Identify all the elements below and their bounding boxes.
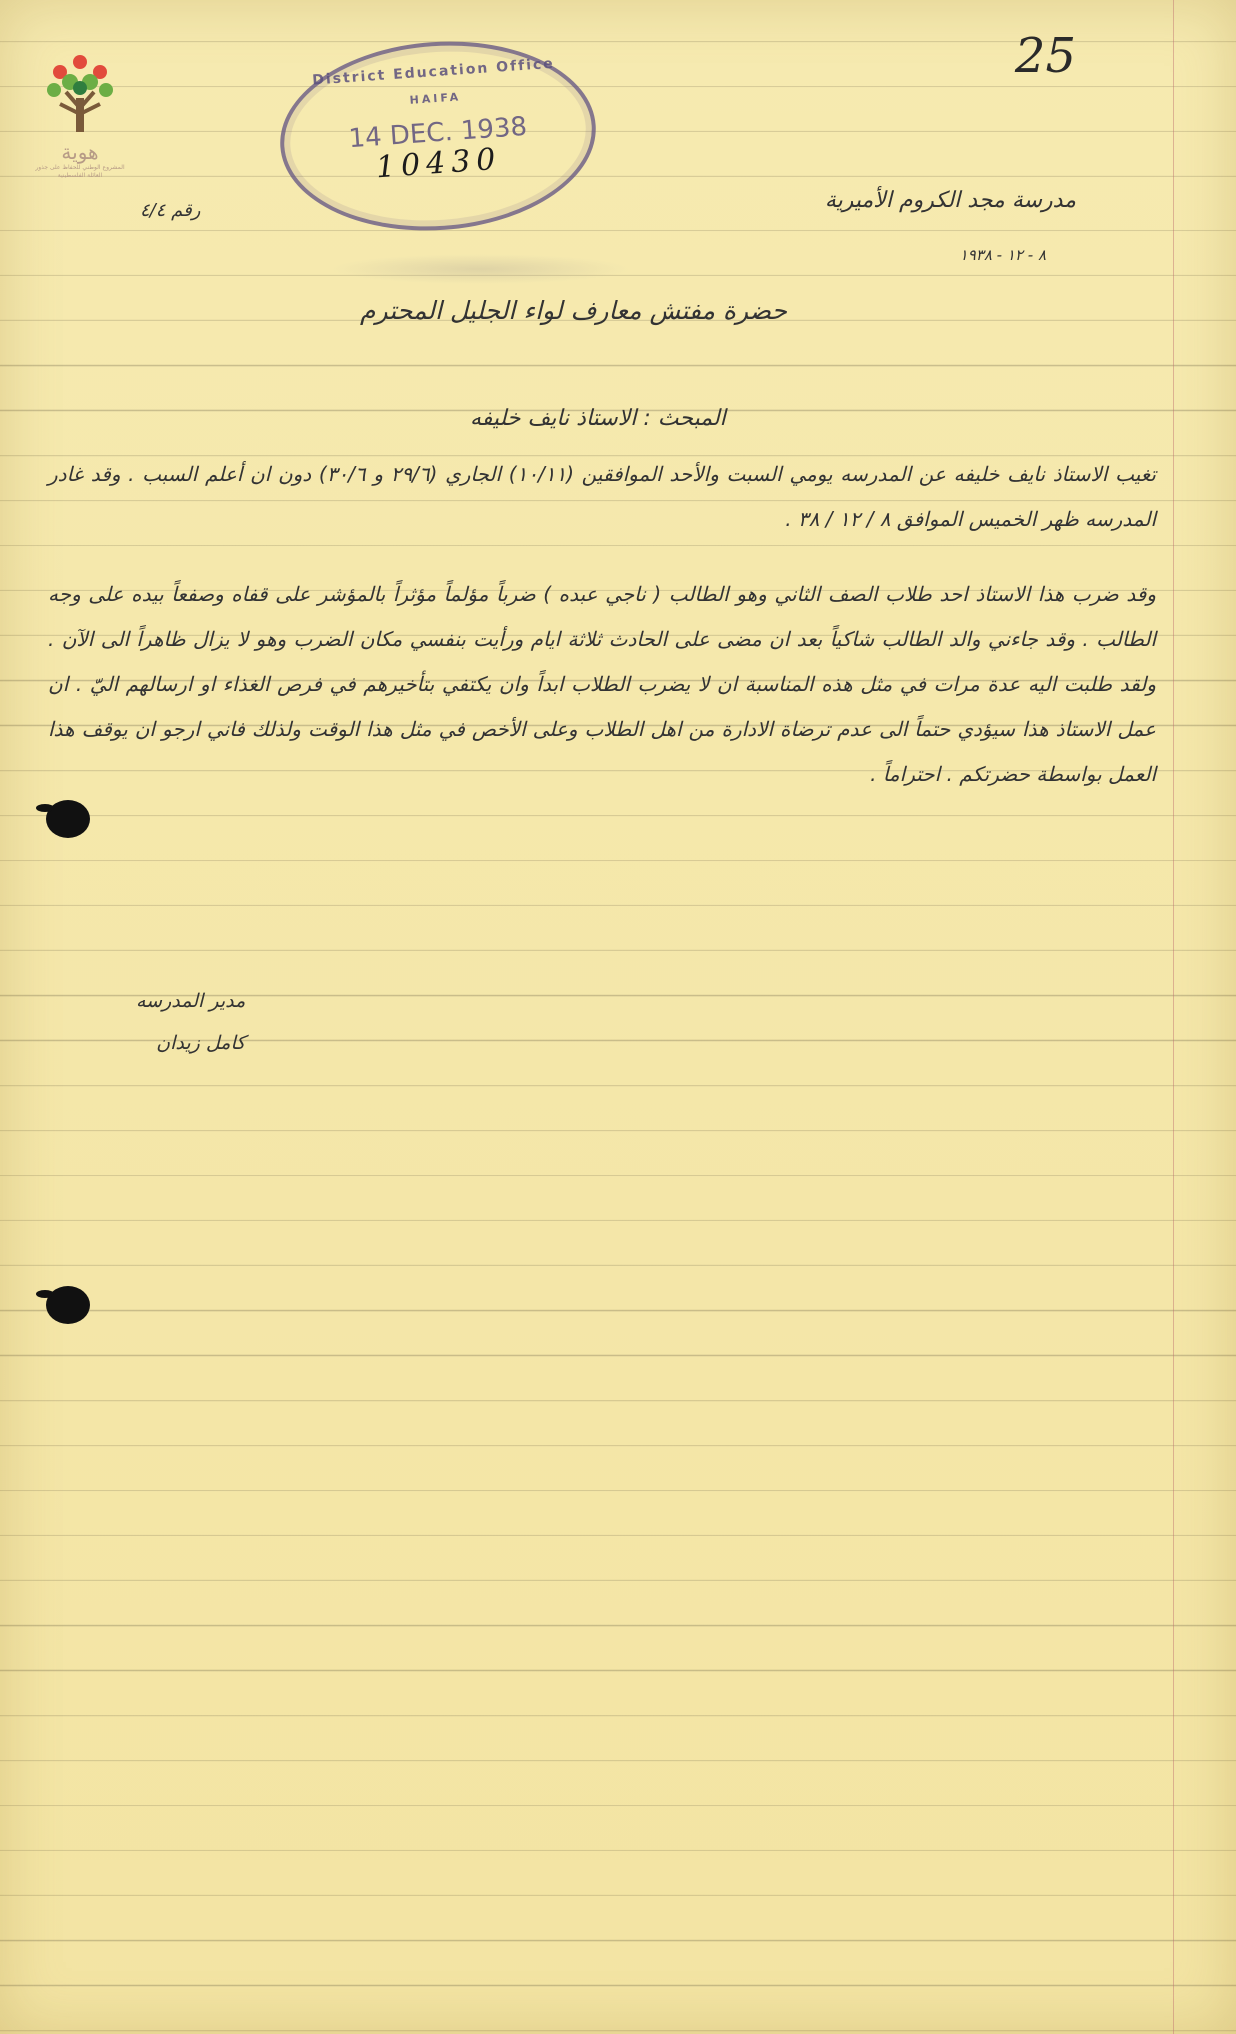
received-stamp	[274, 31, 602, 241]
archive-logo	[30, 48, 130, 208]
reference-number: رقم ٤/٤	[140, 200, 201, 221]
signature-name: كامل زيدان	[156, 1032, 246, 1054]
logo-caption: المشروع الوطني للحفاظ على جذور العائلة الفلسطينية	[35, 164, 125, 179]
logo-word: هوية	[61, 140, 99, 164]
body-paragraph: وقد ضرب هذا الاستاذ احد طلاب الصف الثاني وهو الطالب ( ناجي عبده ) ضرباً مؤلماً مؤثراً بالمؤشر على قفاه وصفعاً بيده على وجه الطالب . وقد جاءني والد الطالب شاكياً بعد ان مضى على الحادث ثلاثة ايام ورأيت بنفسي مكان الضرب وهو لا يزال ظاهراً الى الآن . ولقد طلبت اليه عدة مرات في مثل هذه المناسبة ان لا يضرب الطلاب ابداً وان يكتفي بتأخيرهم في فرص الغذاء او ارسالهم اليّ . ان عمل الاستاذ هذا سيؤدي حتماً الى عدم ترضاة الادارة من اهل الطلاب وعلى الأخص في مثل هذا الوقت ولذلك فاني ارجو ان يوقف هذا العمل بواسطة حضرتكم . احتراماً .	[48, 582, 1156, 786]
subject-line: المبحث : الاستاذ نايف خليفه	[470, 406, 726, 431]
ink-blot	[46, 800, 90, 838]
body-paragraph: تغيب الاستاذ نايف خليفه عن المدرسه يومي السبت والأحد الموافقين (١٠/١١) الجاري (٢٩/٦ و ٣٠/٦) دون ان أعلم السبب . وقد غادر المدرسه ظهر الخميس الموافق ٨ / ١٢ / ٣٨ .	[48, 462, 1156, 531]
folio-number: 25	[1014, 28, 1076, 84]
stamp-date: 14 DEC. 1938	[347, 111, 528, 155]
signature-block	[136, 980, 245, 1064]
school-name: مدرسة مجد الكروم الأميرية	[824, 188, 1076, 213]
stamp-office: District Education Office	[311, 55, 556, 89]
stamp-city: HAIFA	[409, 90, 462, 107]
ink-smudge	[330, 254, 630, 284]
addressee: حضرة مفتش معارف لواء الجليل المحترم	[360, 296, 787, 325]
margin-rule	[1173, 0, 1174, 2034]
ink-blot	[46, 1286, 90, 1324]
stamp-number: 10430	[374, 141, 503, 186]
signature-title: مدير المدرسه	[136, 990, 246, 1012]
tree-logo-icon	[40, 48, 120, 138]
letter-date: ٨ - ١٢ - ١٩٣٨	[959, 246, 1046, 264]
letter-body	[48, 452, 1156, 797]
